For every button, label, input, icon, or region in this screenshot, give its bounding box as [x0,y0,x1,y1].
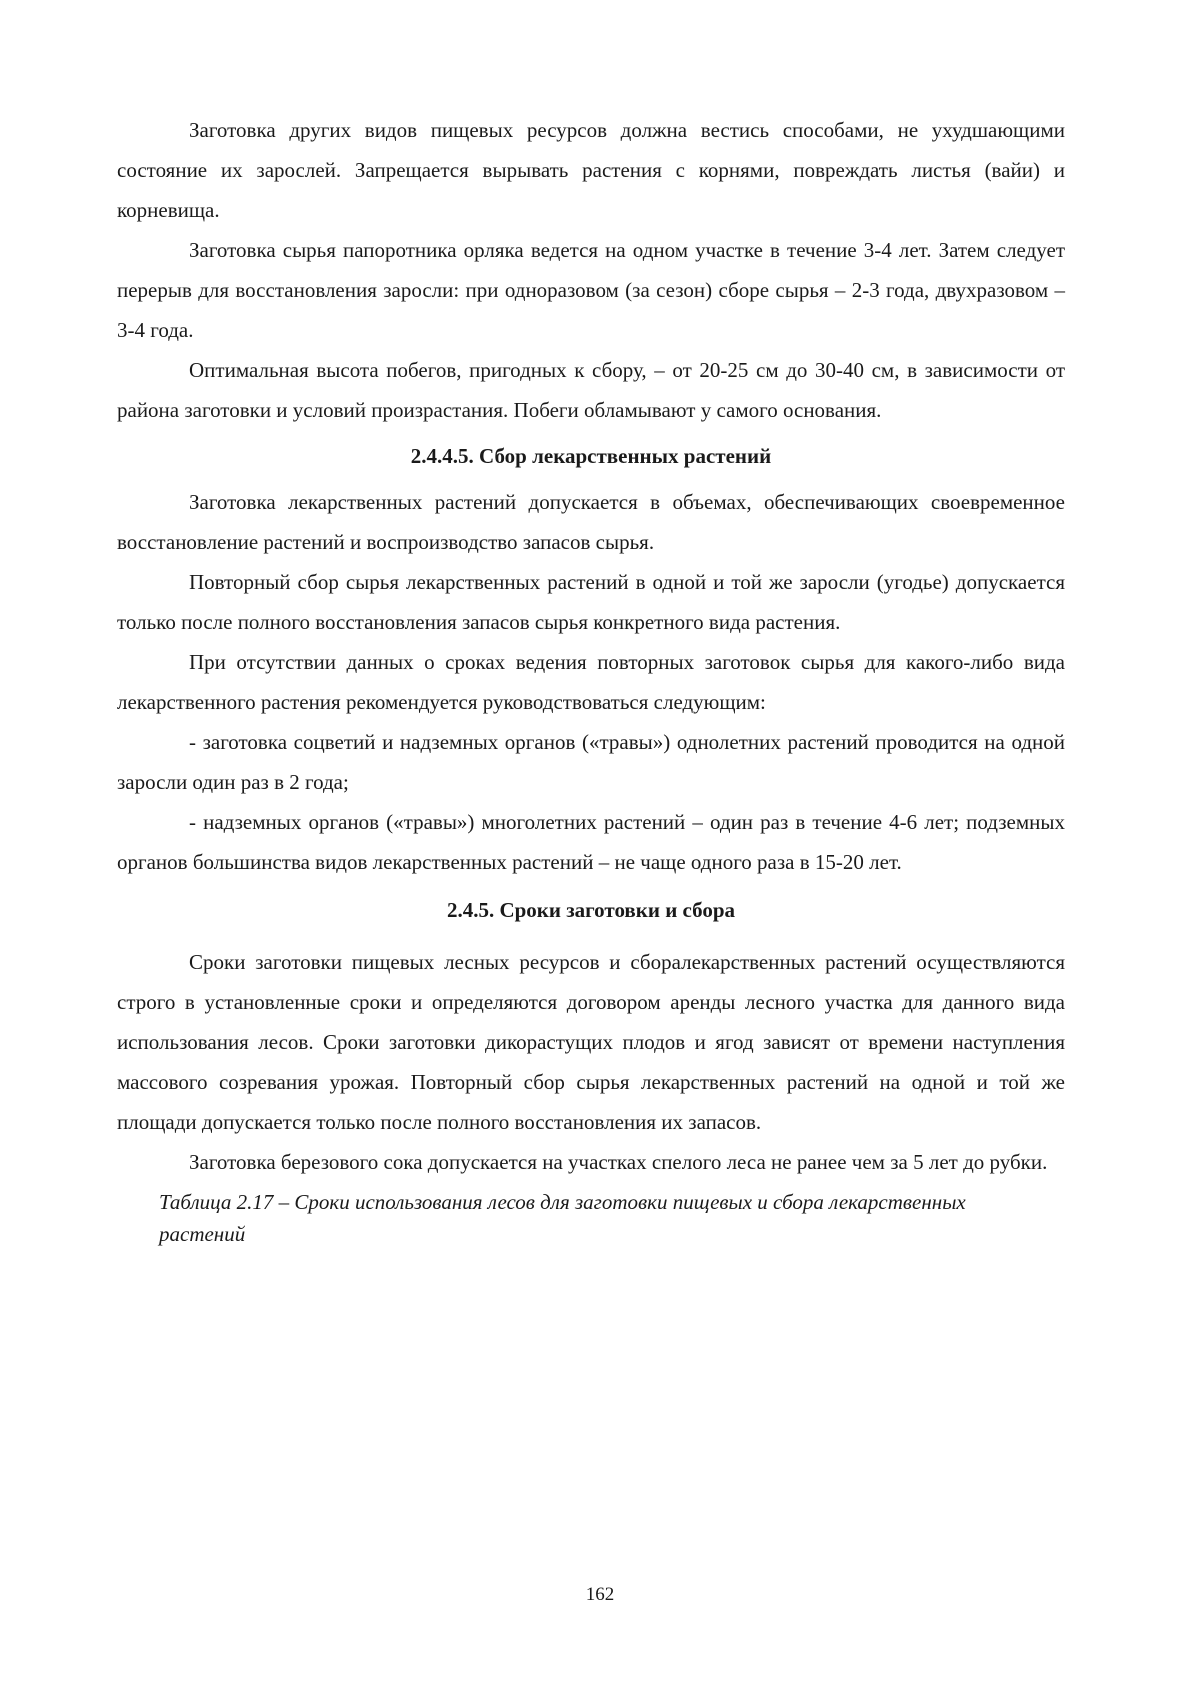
paragraph-bracken-fern: Заготовка сырья папоротника орляка ведется на одном участке в течение 3-4 лет. Затем следует перерыв для восстановления заросли: при одноразовом (за сезон) сборе сырья – 2-3 года, двухразовом – 3-4 года. [117,238,1065,342]
paragraph-food-resources: Заготовка других видов пищевых ресурсов должна вестись способами, не ухудшающими состояние их зарослей. Запрещается вырывать растения с корнями, повреждать листья (вайи) и корневища. [117,118,1065,222]
paragraph-repeat-collection: Повторный сбор сырья лекарственных растений в одной и той же заросли (угодье) допускается только после полного восстановления запасов сырья конкретного вида растения. [117,570,1065,634]
paragraph-no-data-guidance: При отсутствии данных о сроках ведения повторных заготовок сырья для какого-либо вида лекарственного растения рекомендуется руководствоваться следующим: [117,650,1065,714]
paragraph-medicinal-volumes: Заготовка лекарственных растений допускается в объемах, обеспечивающих своевременное восстановление растений и воспроизводство запасов сырья. [117,490,1065,554]
paragraph-shoot-height: Оптимальная высота побегов, пригодных к сбору, – от 20-25 см до 30-40 см, в зависимости от района заготовки и условий произрастания. Побеги обламывают у самого основания. [117,358,1065,422]
paragraph-birch-sap: Заготовка березового сока допускается на участках спелого леса не ранее чем за 5 лет до рубки. [189,1150,1048,1174]
page-number: 162 [585,1584,615,1605]
table-caption: Таблица 2.17 – Сроки использования лесов для заготовки пищевых и сбора лекарственных растений [159,1190,966,1246]
list-item-annual-plants: - заготовка соцветий и надземных органов («травы») однолетних растений проводится на одной заросли один раз в 2 года; [117,730,1065,794]
list-item-perennial-plants: - надземных органов («травы») многолетних растений – один раз в течение 4-6 лет; подземных органов большинства видов лекарственных растений – не чаще одного раза в 15-20 лет. [117,810,1065,874]
paragraph-harvest-terms: Сроки заготовки пищевых лесных ресурсов и сборалекарственных растений осуществляются строго в установленные сроки и определяются договором аренды лесного участка для данного вида использования лесов. Сроки заготовки дикорастущих плодов и ягод зависят от времени наступления массового созревания урожая. Повторный сбор сырья лекарственных растений на одной и той же площади допускается только после полного восстановления их запасов. [117,950,1065,1134]
section-heading-medicinal-plants: 2.4.4.5. Сбор лекарственных растений [410,444,772,468]
page-content [117,110,1065,1250]
section-heading-harvest-terms: 2.4.5. Сроки заготовки и сбора [446,898,736,922]
